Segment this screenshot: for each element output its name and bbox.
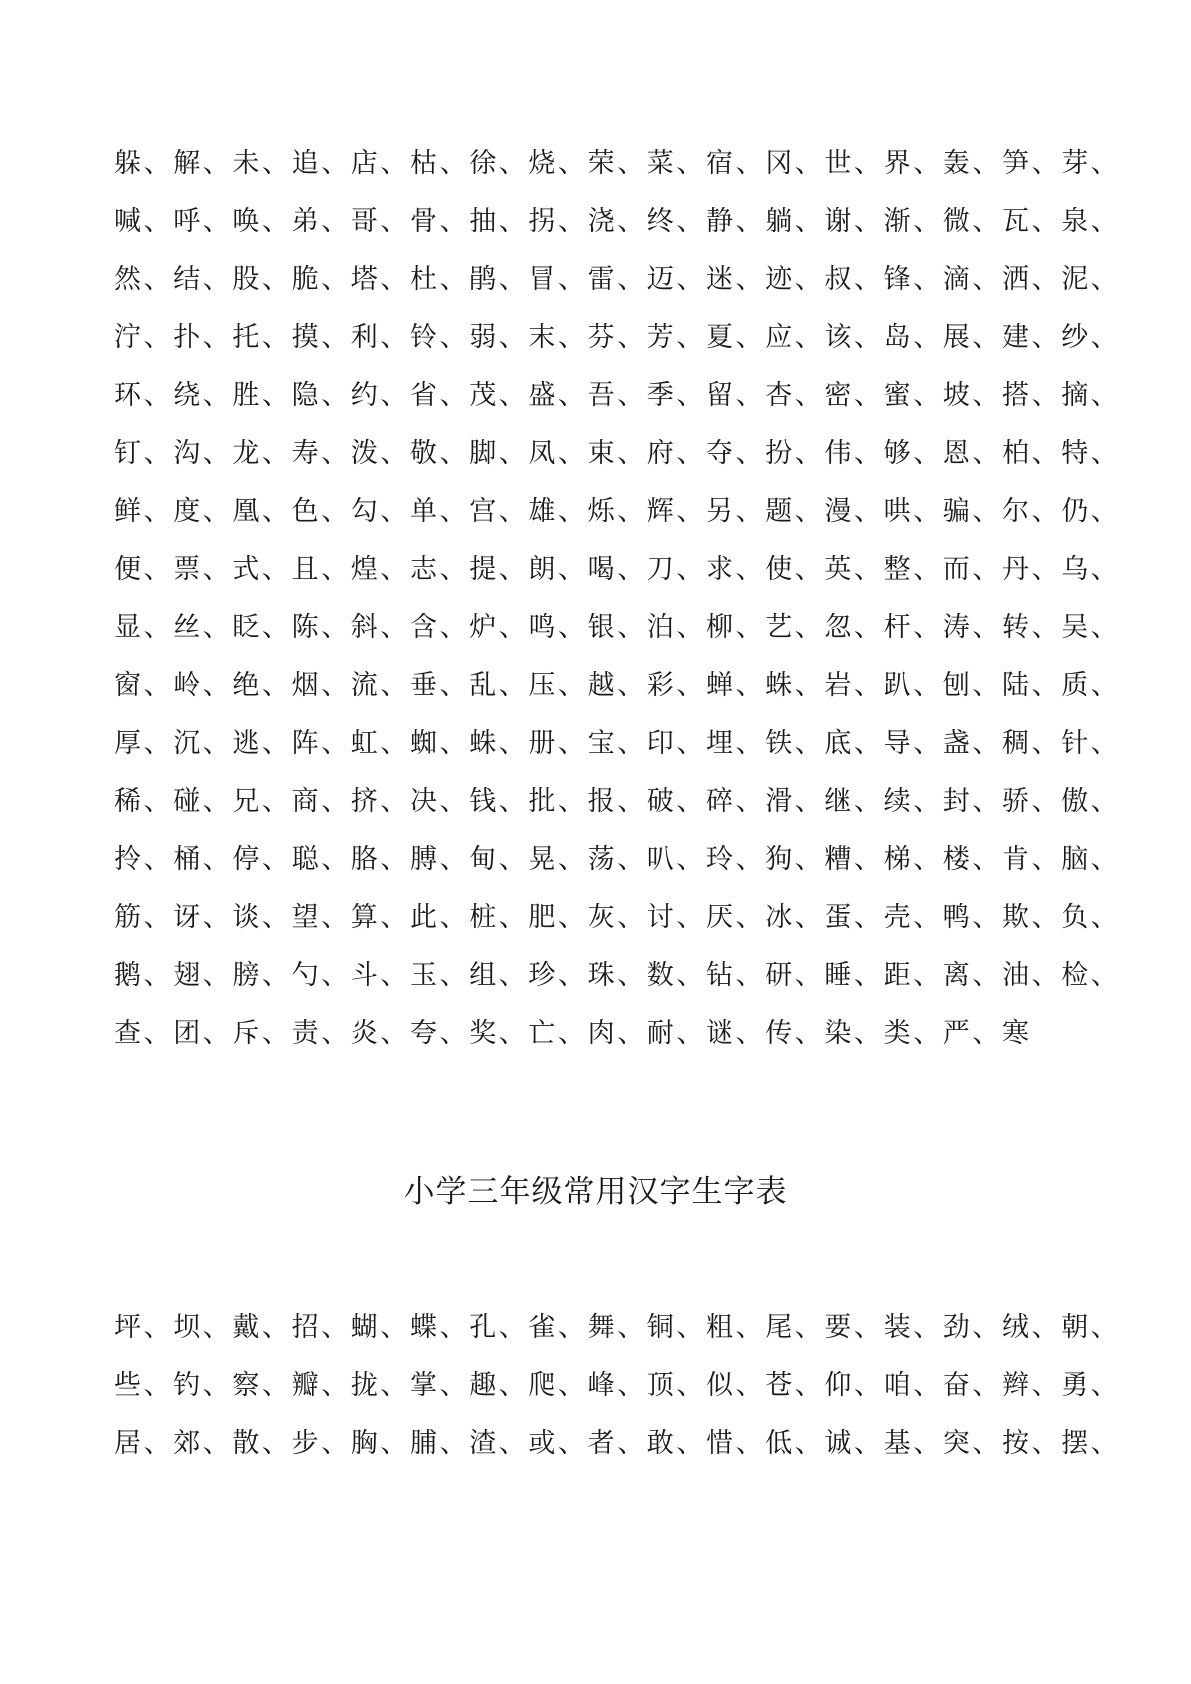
- character-line-18: 些、钓、察、瓣、拢、掌、趣、爬、峰、顶、似、苍、仰、咱、奋、辫、勇、: [114, 1370, 1121, 1401]
- character-line-3: 然、结、股、脆、塔、杜、鹃、冒、雷、迈、迷、迹、叔、锋、滴、洒、泥、: [114, 264, 1121, 295]
- character-line-4: 泞、扑、托、摸、利、铃、弱、末、芬、芳、夏、应、该、岛、展、建、纱、: [114, 322, 1121, 353]
- character-line-17: 坪、坝、戴、招、蝴、蝶、孔、雀、舞、铜、粗、尾、要、装、劲、绒、朝、: [114, 1312, 1121, 1343]
- character-line-16: 查、团、斥、责、炎、夸、奖、亡、肉、耐、谜、传、染、类、严、寒: [114, 1018, 1032, 1049]
- character-line-6: 钉、沟、龙、寿、泼、敬、脚、凤、束、府、夺、扮、伟、够、恩、柏、特、: [114, 438, 1121, 469]
- character-line-1: 躲、解、未、追、店、枯、徐、烧、荣、菜、宿、冈、世、界、轰、笋、芽、: [114, 148, 1121, 179]
- character-line-14: 筋、讶、谈、望、算、此、桩、肥、灰、讨、厌、冰、蛋、壳、鸭、欺、负、: [114, 902, 1121, 933]
- character-line-12: 稀、碰、兄、商、挤、决、钱、批、报、破、碎、滑、继、续、封、骄、傲、: [114, 786, 1121, 817]
- character-line-9: 显、丝、眨、陈、斜、含、炉、鸣、银、泊、柳、艺、忽、杆、涛、转、吴、: [114, 612, 1121, 643]
- character-line-5: 环、绕、胜、隐、约、省、茂、盛、吾、季、留、杏、密、蜜、坡、搭、摘、: [114, 380, 1121, 411]
- character-line-2: 喊、呼、唤、弟、哥、骨、抽、拐、浇、终、静、躺、谢、渐、微、瓦、泉、: [114, 206, 1121, 237]
- section-title: 小学三年级常用汉字生字表: [403, 1174, 788, 1210]
- character-line-15: 鹅、翅、膀、勺、斗、玉、组、珍、珠、数、钻、研、睡、距、离、油、检、: [114, 960, 1121, 991]
- character-line-8: 便、票、式、且、煌、志、提、朗、喝、刀、求、使、英、整、而、丹、乌、: [114, 554, 1121, 585]
- character-line-10: 窗、岭、绝、烟、流、垂、乱、压、越、彩、蝉、蛛、岩、趴、刨、陆、质、: [114, 670, 1121, 701]
- character-line-11: 厚、沉、逃、阵、虹、蜘、蛛、册、宝、印、埋、铁、底、导、盏、稠、针、: [114, 728, 1121, 759]
- character-line-7: 鲜、度、凰、色、勾、单、宫、雄、烁、辉、另、题、漫、哄、骗、尔、仍、: [114, 496, 1121, 527]
- character-line-13: 拎、桶、停、聪、胳、膊、甸、晃、荡、叭、玲、狗、糟、梯、楼、肯、脑、: [114, 844, 1121, 875]
- character-line-19: 居、郊、散、步、胸、脯、渣、或、者、敢、惜、低、诚、基、突、按、摆、: [114, 1428, 1121, 1459]
